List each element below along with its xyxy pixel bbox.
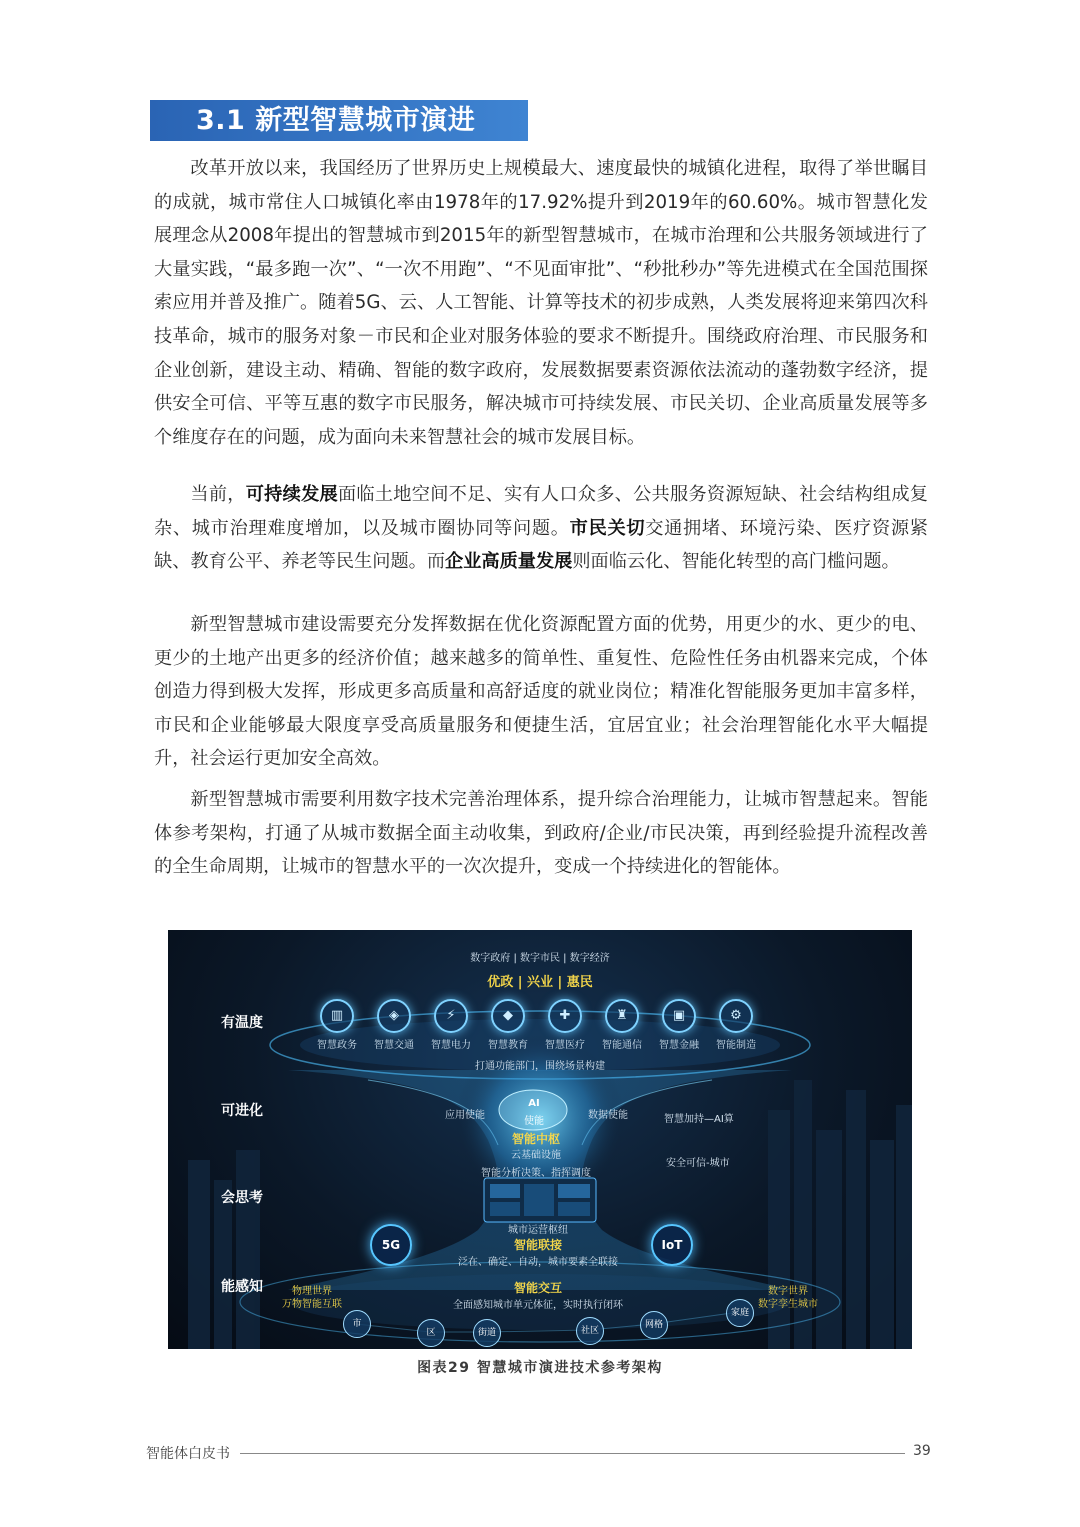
connect-desc: 泛在、确定、自动，城市要素全联接 bbox=[458, 1257, 618, 1268]
power-tower-icon: ⚡ bbox=[434, 999, 468, 1033]
node-family: 家庭 bbox=[726, 1299, 754, 1327]
service-label-education: 智慧教育 bbox=[488, 1040, 528, 1051]
5g-badge: 5G bbox=[370, 1224, 412, 1266]
paragraph-2-text-3: 交通拥堵、环境污染、医疗资源紧缺、教育公平、养老等民生问题。而 bbox=[154, 517, 928, 573]
interact-desc: 全面感知城市单元体征，实时执行闭环 bbox=[453, 1300, 623, 1311]
service-label-power: 智慧电力 bbox=[431, 1040, 471, 1051]
connect-title: 智能联接 bbox=[513, 1238, 563, 1252]
paragraph-2-bold-1: 可持续发展 bbox=[245, 484, 338, 505]
paragraph-2 bbox=[154, 478, 928, 579]
hub-subtitle: 云基础设施 bbox=[511, 1150, 561, 1161]
digital-world-label: 数字世界 bbox=[768, 1286, 808, 1297]
layer-label-evolve: 可进化 bbox=[221, 1103, 263, 1119]
data-enable-label: 数据使能 bbox=[588, 1110, 628, 1121]
footer-divider bbox=[240, 1453, 905, 1454]
chart-icon: ▥ bbox=[320, 999, 354, 1033]
car-icon: ◈ bbox=[377, 999, 411, 1033]
footer-title: 智能体白皮书 bbox=[146, 1446, 230, 1462]
node-city: 市 bbox=[343, 1310, 371, 1338]
layer-label-warmth: 有温度 bbox=[221, 1015, 263, 1031]
right-ai-label: 智慧加持—AI算 bbox=[664, 1114, 734, 1125]
service-label-gov: 智慧政务 bbox=[317, 1040, 357, 1051]
service-label-manufacturing: 智能制造 bbox=[716, 1040, 756, 1051]
paragraph-2-text-2: 面临土地空间不足、实有人口众多、公共服务资源短缺、社会结构组成复杂、城市治理难度增加，以及城市圈协同等问题。 bbox=[154, 484, 928, 539]
service-label-medical: 智慧医疗 bbox=[545, 1040, 585, 1051]
paragraph-2-text-1: 当前， bbox=[190, 484, 246, 505]
decision-label: 智能分析决策、指挥调度 bbox=[481, 1168, 591, 1179]
service-label-traffic: 智慧交通 bbox=[374, 1040, 414, 1051]
figure-caption: 图表29 智慧城市演进技术参考架构 bbox=[417, 1360, 663, 1376]
layer-label-perceive: 能感知 bbox=[221, 1279, 263, 1295]
bridge-text: 打通功能部门，围绕场景构建 bbox=[475, 1061, 605, 1072]
figure-top-line-1: 数字政府 | 数字市民 | 数字经济 bbox=[470, 953, 610, 964]
service-label-telecom: 智能通信 bbox=[602, 1040, 642, 1051]
right-secure-label: 安全可信-城市 bbox=[666, 1158, 730, 1169]
paragraph-2-text-4: 则面临云化、智能化转型的高门槛问题。 bbox=[572, 551, 900, 573]
layer-label-think: 会思考 bbox=[221, 1190, 263, 1206]
figure-top-line-2: 优政 | 兴业 | 惠民 bbox=[487, 975, 593, 990]
service-label-finance: 智慧金融 bbox=[659, 1040, 699, 1051]
physical-world-sublabel: 万物智能互联 bbox=[282, 1299, 342, 1310]
paragraph-2-bold-2: 市民关切 bbox=[569, 517, 646, 539]
ops-center-label: 城市运营枢纽 bbox=[508, 1225, 568, 1236]
page-number: 39 bbox=[913, 1443, 931, 1459]
medical-kit-icon: ✚ bbox=[548, 999, 582, 1033]
node-street: 街道 bbox=[473, 1319, 501, 1347]
paragraph-1: 改革开放以来，我国经历了世界历史上规模最大、速度最快的城镇化进程，取得了举世瞩目的成就，城市常住人口城镇化率由1978年的17.92%提升到2019年的60.60%。城市智慧化发展理念从2008年提出的智慧城市到2015年的新型智慧城市，在城市治理和公共服务领域进行了大量实践，“最多跑一次”、“一次不用跑”、“不见面审批”、“秒批秒办”等先进模式在全国范围探索应用并普及推广。随着5G、云、人工智能、计算等技术的初步成熟，人类发展将迎来第四次科技革命，城市的服务对象－市民和企业对服务体验的要求不断提升。围绕政府治理、市民服务和企业创新，建设主动、精确、智能的数字政府，发展数据要素资源依法流动的蓬勃数字经济，提供安全可信、平等互惠的数字市民服务，解决城市可持续发展、市民关切、企业高质量发展等多个维度存在的问题，成为面向未来智慧社会的城市发展目标。 bbox=[154, 158, 928, 448]
hub-title: 智能中枢 bbox=[511, 1132, 561, 1146]
paragraph-4: 新型智慧城市需要利用数字技术完善治理体系，提升综合治理能力，让城市智慧起来。智能体参考架构，打通了从城市数据全面主动收集，到政府/企业/市民决策，再到经验提升流程改善的全生命周期，让城市的智慧水平的一次次提升，变成一个持续进化的智能体。 bbox=[154, 789, 928, 878]
node-district: 区 bbox=[417, 1319, 445, 1347]
digital-world-sublabel: 数字孪生城市 bbox=[758, 1299, 818, 1310]
iot-badge: IoT bbox=[651, 1224, 693, 1266]
architecture-figure bbox=[168, 930, 912, 1349]
node-grid: 网格 bbox=[640, 1311, 668, 1339]
interact-title: 智能交互 bbox=[513, 1281, 563, 1295]
gear-icon: ⚙ bbox=[719, 999, 753, 1033]
ai-label: AI bbox=[528, 1098, 540, 1109]
signal-tower-icon: ♜ bbox=[605, 999, 639, 1033]
section-title: 3.1 新型智慧城市演进 bbox=[150, 100, 528, 141]
paragraph-2-bold-3: 企业高质量发展 bbox=[445, 551, 573, 573]
ai-enable-label: 使能 bbox=[524, 1116, 544, 1127]
app-enable-label: 应用使能 bbox=[445, 1110, 485, 1121]
physical-world-label: 物理世界 bbox=[292, 1286, 332, 1297]
paragraph-3: 新型智慧城市建设需要充分发挥数据在优化资源配置方面的优势，用更少的水、更少的电、更少的土地产出更多的经济价值；越来越多的简单性、重复性、危险性任务由机器来完成，个体创造力得到极大发挥，形成更多高质量和高舒适度的就业岗位；精准化智能服务更加丰富多样，市民和企业能够最大限度享受高质量服务和便捷生活，宜居宜业；社会治理智能化水平大幅提升，社会运行更加安全高效。 bbox=[154, 614, 928, 770]
graduation-cap-icon: ◆ bbox=[491, 999, 525, 1033]
node-community: 社区 bbox=[576, 1317, 604, 1345]
bank-icon: ▣ bbox=[662, 999, 696, 1033]
